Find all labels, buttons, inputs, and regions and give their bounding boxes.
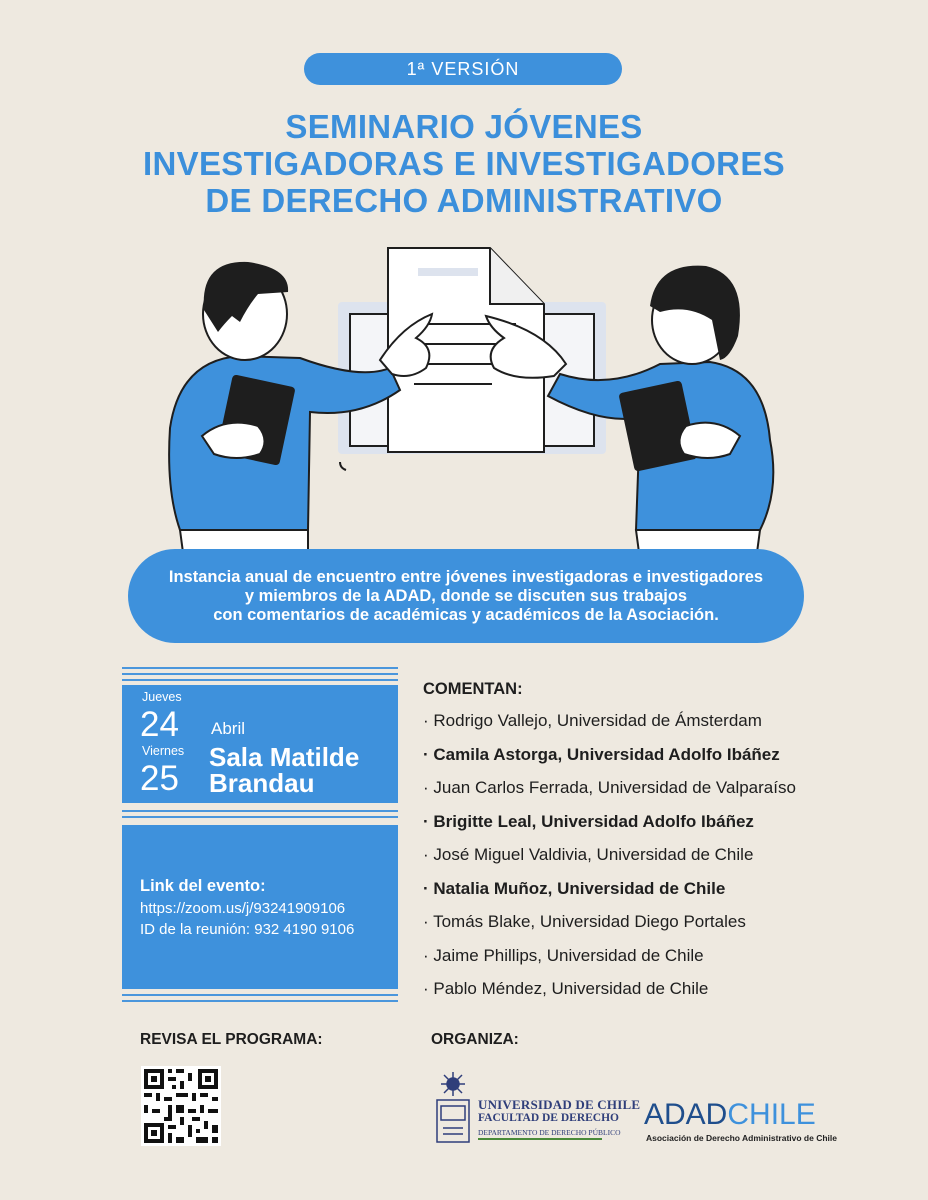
description-line-1: Instancia anual de encuentro entre jóvenes investigadoras e investigadores (168, 567, 764, 586)
adad-logo-part2: CHILE (727, 1098, 816, 1131)
list-item: · José Miguel Valdivia, Universidad de Chile (423, 845, 754, 864)
description-line-3: con comentarios de académicas y académicos de la Asociación. (213, 605, 719, 624)
adad-subtitle: Asociación de Derecho Administrativo de Chile (646, 1133, 837, 1143)
list-item: · Pablo Méndez, Universidad de Chile (423, 979, 709, 998)
adad-logo-part1: ADAD (644, 1098, 728, 1131)
link-title: Link del evento: (140, 877, 266, 895)
uchile-faculty: FACULTAD DE DERECHO (478, 1112, 619, 1124)
seminar-title (100, 108, 828, 219)
divider (122, 667, 398, 669)
title-line-3: DE DERECHO ADMINISTRATIVO (205, 182, 723, 219)
zoom-link[interactable]: https://zoom.us/j/93241909106 (140, 900, 346, 917)
day2-number: 25 (140, 759, 179, 798)
title-line-2: INVESTIGADORAS E INVESTIGADORES (143, 145, 785, 182)
day2-label: Viernes (142, 744, 185, 758)
list-item: · Camila Astorga, Universidad Adolfo Ibáñez (423, 744, 780, 764)
event-month: Abril (211, 719, 246, 738)
divider (122, 810, 398, 812)
event-link-box (122, 825, 398, 989)
venue-line-1: Sala Matilde (209, 742, 360, 772)
day1-number: 24 (140, 705, 179, 744)
list-item: · Natalia Muñoz, Universidad de Chile (423, 878, 726, 898)
divider (122, 816, 398, 818)
event-date-box (122, 685, 398, 803)
uchile-crest-icon (433, 1070, 473, 1146)
divider (478, 1138, 602, 1140)
organizer-label: ORGANIZA: (431, 1031, 519, 1048)
divider (122, 673, 398, 675)
uchile-name: UNIVERSIDAD DE CHILE (478, 1097, 641, 1112)
list-item: · Jaime Phillips, Universidad de Chile (423, 945, 704, 965)
divider (122, 1000, 398, 1002)
list-item: · Tomás Blake, Universidad Diego Portales (423, 912, 746, 931)
list-item: · Juan Carlos Ferrada, Universidad de Valparaíso (423, 778, 796, 797)
commentators-heading: COMENTAN: (423, 680, 523, 698)
divider (122, 994, 398, 996)
description-banner (128, 549, 804, 643)
qr-code-icon[interactable] (141, 1066, 221, 1146)
description-line-2: y miembros de la ADAD, donde se discuten sus trabajos (244, 586, 688, 605)
researchers-illustration (140, 240, 800, 560)
meeting-id: ID de la reunión: 932 4190 9106 (140, 921, 355, 938)
list-item: · Rodrigo Vallejo, Universidad de Ámsterdam (423, 711, 762, 730)
program-label: REVISA EL PROGRAMA: (140, 1031, 323, 1048)
list-item: · Brigitte Leal, Universidad Adolfo Ibáñez (423, 811, 754, 831)
title-line-1: SEMINARIO JÓVENES (285, 108, 643, 145)
venue-line-2: Brandau (209, 768, 315, 798)
adad-chile-logo (644, 1098, 816, 1132)
day1-label: Jueves (142, 690, 182, 704)
divider (122, 679, 398, 681)
version-badge: 1ª VERSIÓN (304, 53, 622, 85)
commentators-list (423, 704, 796, 1006)
uchile-department: DEPARTAMENTO DE DERECHO PÚBLICO (478, 1128, 621, 1137)
